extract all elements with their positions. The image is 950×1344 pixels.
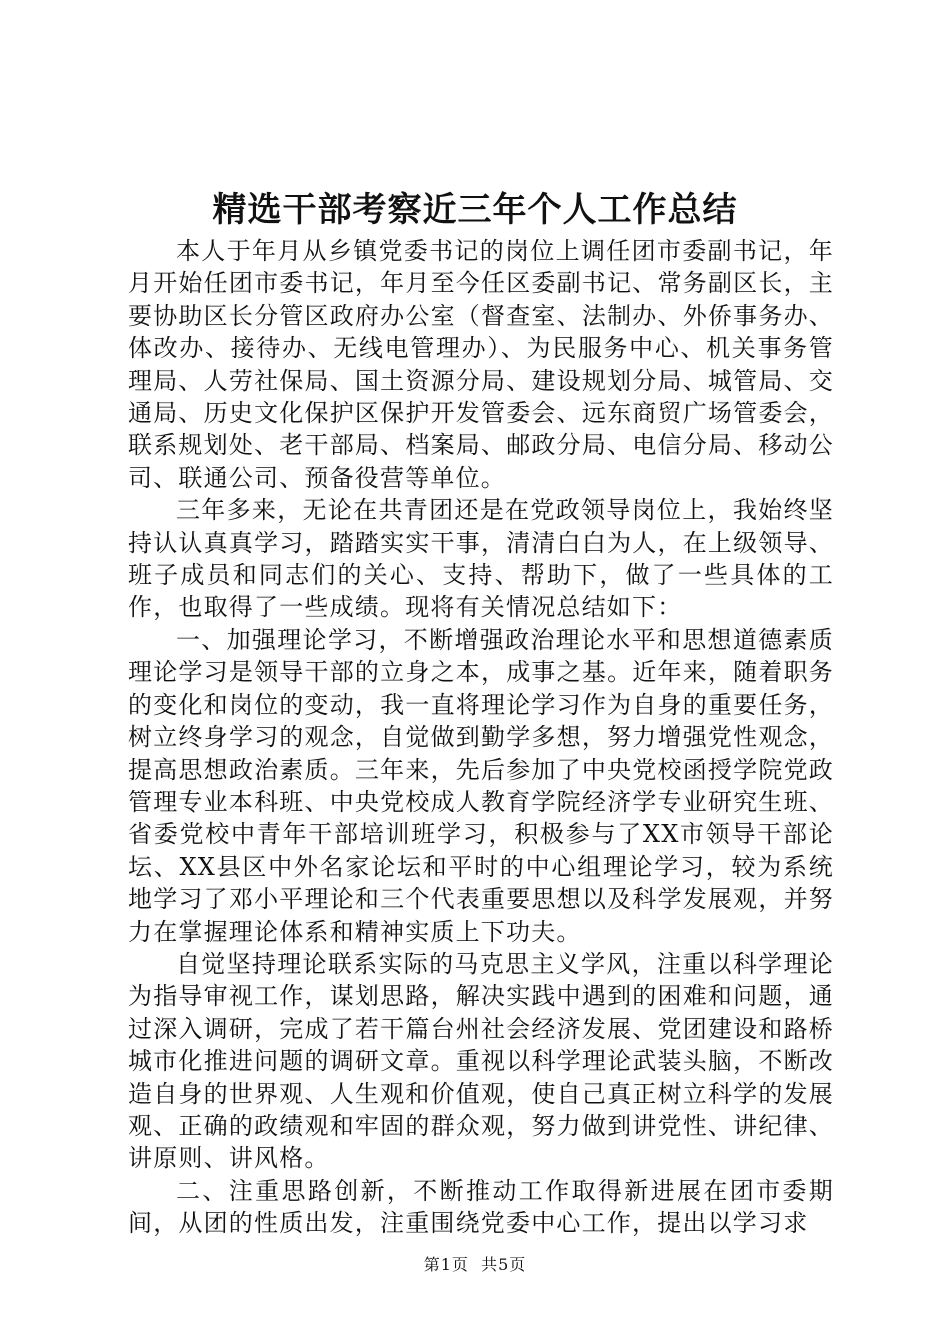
paragraph-2: 三年多来，无论在共青团还是在党政领导岗位上，我始终坚持认认真真学习，踏踏实实干事，清清白白为人，在上级领导、班子成员和同志们的关心、支持、帮助下，做了一些具体的工作，也取得了一些成绩。现将有关情况总结如下： — [128, 496, 834, 622]
paragraph-3: 一、加强理论学习，不断增强政治理论水平和思想道德素质理论学习是领导干部的立身之本，成事之基。近年来，随着职务的变化和岗位的变动，我一直将理论学习作为自身的重要任务，树立终身学习的观念，自觉做到勤学多想，努力增强党性观念，提高思想政治素质。三年来，先后参加了中央党校函授学院党政管理专业本科班、中央党校成人教育学院经济学专业研究生班、省委党校中青年干部培训班学习，积极参与了XX市领导干部论坛、XX县区中外名家论坛和平时的中心组理论学习，较为系统地学习了邓小平理论和三个代表重要思想以及科学发展观，并努力在掌握理论体系和精神实质上下功夫。 — [128, 625, 834, 946]
page-number: 第1页 — [423, 1255, 469, 1274]
paragraph-5: 二、注重思路创新，不断推动工作取得新进展在团市委期间，从团的性质出发，注重围绕党委中心工作，提出以学习求 — [128, 1176, 834, 1238]
document-body — [128, 235, 834, 1240]
paragraph-4: 自觉坚持理论联系实际的马克思主义学风，注重以科学理论为指导审视工作，谋划思路，解决实践中遇到的困难和问题，通过深入调研，完成了若干篇台州社会经济发展、党团建设和路桥城市化推进问题的调研文章。重视以科学理论武装头脑，不断改造自身的世界观、人生观和价值观，使自己真正树立科学的发展观、正确的政绩观和牢固的群众观，努力做到讲党性、讲纪律、讲原则、讲风格。 — [128, 949, 834, 1173]
page-total: 共5页 — [481, 1255, 527, 1274]
document-title: 精选干部考察近三年个人工作总结 — [212, 190, 738, 230]
page-footer — [0, 1255, 950, 1275]
paragraph-1: 本人于年月从乡镇党委书记的岗位上调任团市委副书记，年月开始任团市委书记，年月至今任区委副书记、常务副区长，主要协助区长分管区政府办公室（督查室、法制办、外侨事务办、体改办、接待办、无线电管理办）、为民服务中心、机关事务管理局、人劳社保局、国土资源分局、建设规划分局、城管局、交通局、历史文化保护区保护开发管委会、远东商贸广场管委会，联系规划处、老干部局、档案局、邮政分局、电信分局、移动公司、联通公司、预备役营等单位。 — [128, 237, 834, 492]
